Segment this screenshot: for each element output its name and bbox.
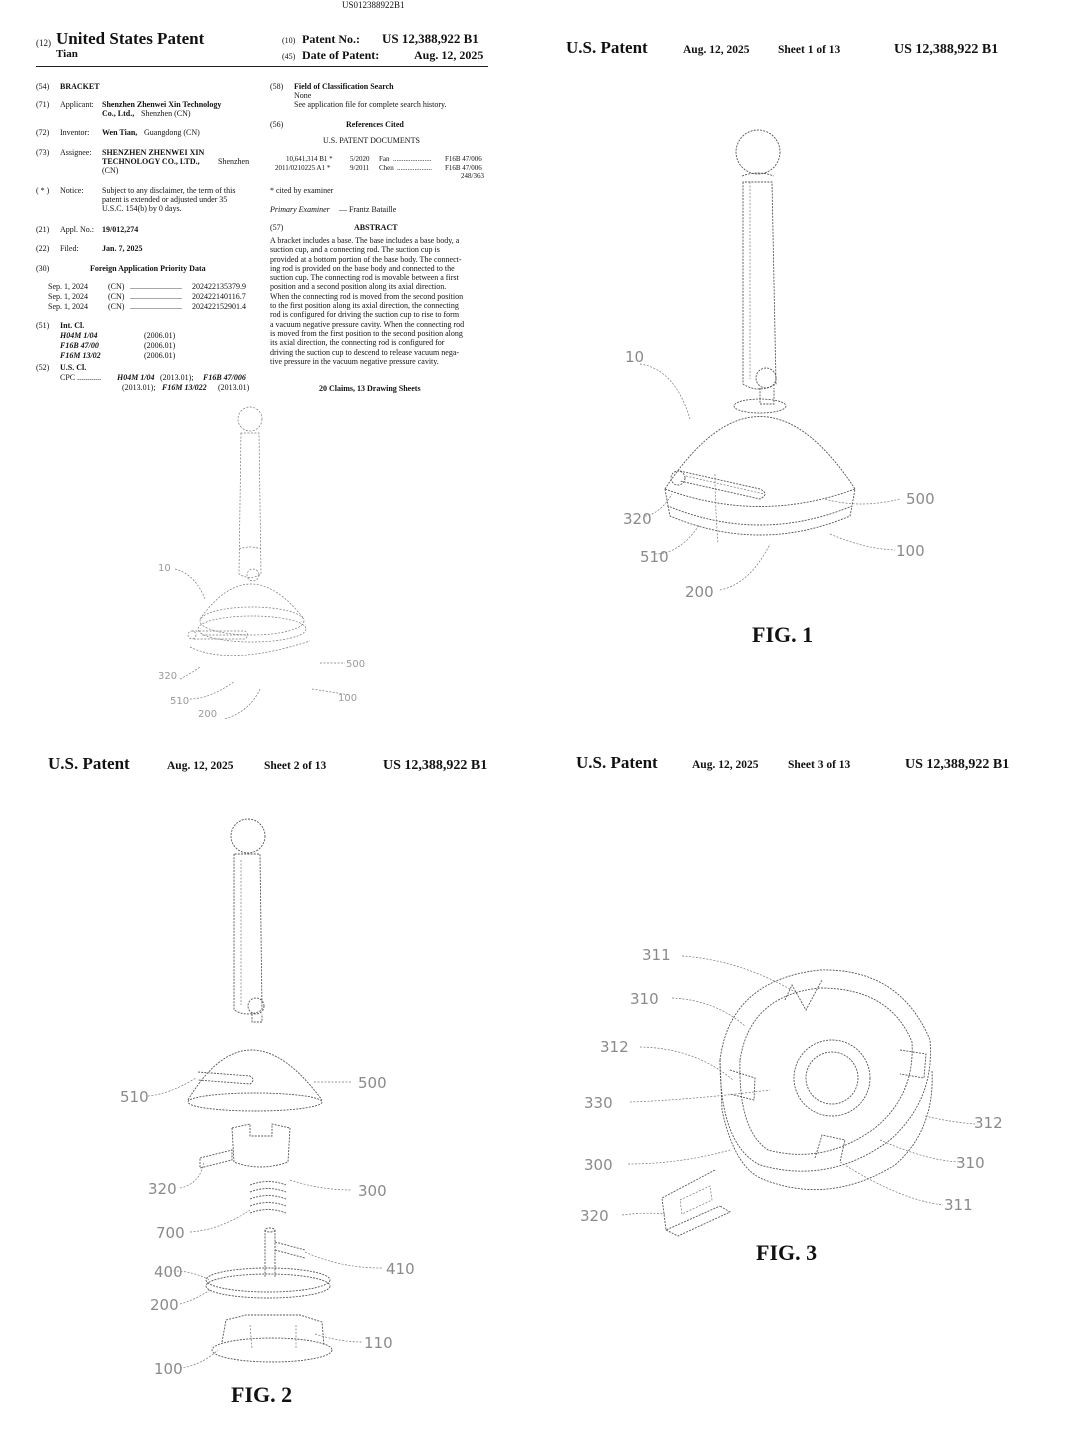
cpc-class: F16B 47/006 <box>203 373 246 382</box>
ref-label-320: 320 <box>580 1207 609 1225</box>
leader-lines <box>640 364 900 590</box>
search-field-text: See application file for complete search history. <box>294 100 447 109</box>
notice-text: patent is extended or adjusted under 35 <box>102 195 228 204</box>
ref-name: Fan <box>379 155 390 163</box>
notice-text: Subject to any disclaimer, the term of this <box>102 186 236 195</box>
leader-dots: ...................... <box>393 155 432 163</box>
field-code: (72) <box>36 128 50 137</box>
abstract-line: to the first position along its axial direction, the connecting <box>270 301 459 311</box>
field-code: (56) <box>270 120 284 129</box>
patent-title-header: United States Patent <box>56 29 205 48</box>
assignee-name-cont: TECHNOLOGY CO., LTD., <box>102 157 200 166</box>
patent-number: US 12,388,922 B1 <box>905 757 1010 772</box>
priority-date: Sep. 1, 2024 <box>48 302 88 311</box>
ref-label-200: 200 <box>685 583 714 601</box>
assignee-country: (CN) <box>102 166 119 175</box>
header-rule <box>36 66 488 67</box>
ref-number: 10,641,314 B1 * <box>286 155 333 163</box>
abstract-line: ing rod is provided on the base body and connected to the <box>270 263 455 273</box>
ref-label-700: 700 <box>156 1224 185 1242</box>
priority-country: (CN) <box>108 302 125 311</box>
front-page <box>0 14 530 734</box>
ref-label-500: 500 <box>906 490 935 508</box>
ref-number: 2011/0210225 A1 * <box>275 164 331 172</box>
abstract-line: suction cup. The connecting rod is movable between a first <box>270 273 459 283</box>
appl-no: 19/012,274 <box>102 225 139 234</box>
field-code: (51) <box>36 321 50 330</box>
int-cl-title: Int. Cl. <box>60 321 85 330</box>
ref-label-400: 400 <box>154 1263 183 1281</box>
inventor-location: Guangdong (CN) <box>144 128 200 137</box>
leader-lines <box>622 956 975 1215</box>
date-label: Date of Patent: <box>302 48 380 62</box>
sheet-1 <box>540 14 1080 734</box>
abstract-line: is moved from the first position to the second position along <box>270 328 463 338</box>
ref-date: 9/2011 <box>350 164 370 172</box>
field-code: ( * ) <box>36 186 50 195</box>
ref-label-200: 200 <box>150 1296 179 1314</box>
sheet-date: Aug. 12, 2025 <box>167 760 234 772</box>
assignee-location: Shenzhen <box>218 157 250 166</box>
filed-date: Jan. 7, 2025 <box>102 244 143 253</box>
int-cl-version: (2006.01) <box>144 351 176 360</box>
sheet-header <box>576 753 1046 773</box>
references-title: References Cited <box>346 120 404 129</box>
ref-label-100: 100 <box>154 1360 183 1378</box>
applicant-location: Shenzhen (CN) <box>141 109 191 118</box>
priority-date: Sep. 1, 2024 <box>48 282 88 291</box>
sheet-number: Sheet 2 of 13 <box>264 760 327 772</box>
priority-date: Sep. 1, 2024 <box>48 292 88 301</box>
applicant-name: Shenzhen Zhenwei Xin Technology <box>102 100 222 109</box>
ref-label-100: 100 <box>896 542 925 560</box>
ref-label-320: 320 <box>158 671 178 682</box>
assignee-name: SHENZHEN ZHENWEI XIN <box>102 148 205 157</box>
sheet-date: Aug. 12, 2025 <box>683 44 750 56</box>
priority-country: (CN) <box>108 292 125 301</box>
appl-no-label: Appl. No.: <box>60 225 94 234</box>
sheet-2 <box>0 740 540 1440</box>
leader-lines <box>175 569 350 719</box>
cpc-version: (2013.01) <box>218 383 250 392</box>
figure-label: FIG. 2 <box>231 1382 293 1407</box>
inventor-surname: Tian <box>56 48 78 60</box>
priority-country: (CN) <box>108 282 125 291</box>
abstract-title: ABSTRACT <box>354 223 398 232</box>
front-page-drawing <box>150 399 380 719</box>
field-code: (58) <box>270 82 284 91</box>
search-field-title: Field of Classification Search <box>294 82 394 91</box>
field-code: (57) <box>270 223 284 232</box>
notice-text: U.S.C. 154(b) by 0 days. <box>102 204 182 213</box>
patent-number: US 12,388,922 B1 <box>894 42 999 57</box>
abstract-line: suction cup, and a connecting rod. The suction cup is <box>270 245 440 255</box>
field-code: (54) <box>36 82 50 91</box>
ref-label-310-upper: 310 <box>630 990 659 1008</box>
ref-label-311-upper: 311 <box>642 946 671 964</box>
patent-no: US 12,388,922 B1 <box>382 31 479 46</box>
ref-label-510: 510 <box>170 696 190 707</box>
int-cl-class: H04M 1/04 <box>60 331 98 340</box>
priority-number: 202422152901.4 <box>192 302 246 311</box>
ref-label-300: 300 <box>584 1156 613 1174</box>
int-cl-class: F16M 13/02 <box>60 351 101 360</box>
ref-label-320: 320 <box>148 1180 177 1198</box>
ref-label-500: 500 <box>346 659 366 670</box>
ref-label-312-right: 312 <box>974 1114 1003 1132</box>
int-cl-version: (2006.01) <box>144 341 176 350</box>
cited-by-examiner: * cited by examiner <box>270 186 334 195</box>
patent-number: US 12,388,922 B1 <box>383 758 488 773</box>
priority-title: Foreign Application Priority Data <box>90 264 206 273</box>
agency-name: U.S. Patent <box>576 753 658 772</box>
cpc-version: (2013.01); <box>122 383 156 392</box>
leader-dots: .................... <box>397 164 432 172</box>
fig1-drawing <box>610 114 1010 614</box>
ref-label-510: 510 <box>120 1088 149 1106</box>
agency-name: U.S. Patent <box>566 38 648 57</box>
abstract-line: When the connecting rod is moved from the second position <box>270 291 464 301</box>
filed-label: Filed: <box>60 244 79 253</box>
ref-label-10: 10 <box>625 348 645 366</box>
int-cl-version: (2006.01) <box>144 331 176 340</box>
abstract-text <box>270 236 488 366</box>
leader-dots: .......................... <box>130 292 182 301</box>
int-cl-class: F16B 47/00 <box>60 341 99 350</box>
examiner-label: Primary Examiner <box>270 205 330 214</box>
figure-label: FIG. 1 <box>752 622 814 647</box>
us-docs-title: U.S. PATENT DOCUMENTS <box>323 136 420 145</box>
ref-class-extra: 248/363 <box>461 172 484 180</box>
examiner-name: — Frantz Bataille <box>339 205 397 214</box>
abstract-line: a vacuum negative pressure cavity. When the connecting rod <box>270 319 465 329</box>
abstract-line: A bracket includes a base. The base includes a base body, a <box>270 236 460 245</box>
ref-label-110: 110 <box>364 1334 393 1352</box>
field-code: (22) <box>36 244 50 253</box>
cpc-label: CPC ............ <box>60 373 102 382</box>
applicant-name-cont: Co., Ltd., <box>102 109 135 118</box>
inventor-label: Inventor: <box>60 128 90 137</box>
assignee-label: Assignee: <box>60 148 92 157</box>
bracket-drawing <box>188 407 310 656</box>
sheet-header <box>48 754 508 774</box>
ref-label-500: 500 <box>358 1074 387 1092</box>
abstract-line: driving the suction cup to descend to release vacuum nega- <box>270 347 460 357</box>
sheet-number: Sheet 3 of 13 <box>788 759 851 771</box>
abstract-line: its axial direction, the connecting rod is configured for <box>270 338 445 348</box>
ref-label-410: 410 <box>386 1260 415 1278</box>
inventor-name: Wen Tian, <box>102 128 138 137</box>
bracket-drawing <box>665 130 855 544</box>
figure-label: FIG. 3 <box>756 1240 818 1265</box>
sheet-date: Aug. 12, 2025 <box>692 759 759 771</box>
us-cl-title: U.S. Cl. <box>60 363 87 372</box>
search-field-text: None <box>294 91 312 100</box>
document-number: US012388922B1 <box>342 0 405 10</box>
bracket-exploded <box>188 819 332 1362</box>
priority-number: 202422140116.7 <box>192 292 246 301</box>
ref-label-310-lower: 310 <box>956 1154 985 1172</box>
abstract-line: position and a second position along its axial direction. <box>270 282 447 292</box>
field-code: (30) <box>36 264 50 273</box>
field-code: (21) <box>36 225 50 234</box>
ref-class: F16B 47/006 <box>445 164 482 172</box>
date-code: (45) <box>282 52 296 61</box>
applicant-label: Applicant: <box>60 100 94 109</box>
field-code: (73) <box>36 148 50 157</box>
ref-class: F16B 47/006 <box>445 155 482 163</box>
ref-label-100: 100 <box>338 693 358 704</box>
notice-label: Notice: <box>60 186 84 195</box>
date-of-patent: Aug. 12, 2025 <box>414 48 484 62</box>
abstract-line: rod is configured for driving the suction cup to rise to form <box>270 310 460 320</box>
leader-dots: .......................... <box>130 282 182 291</box>
kind-code: (12) <box>36 38 51 48</box>
abstract-line: tive pressure in the vacuum negative pressure cavity. <box>270 356 439 366</box>
cpc-class: F16M 13/022 <box>162 383 207 392</box>
priority-number: 202422135379.9 <box>192 282 246 291</box>
ref-name: Chen <box>379 164 394 172</box>
leader-lines <box>148 1078 382 1368</box>
ref-label-312-left: 312 <box>600 1038 629 1056</box>
patent-no-code: (10) <box>282 36 296 45</box>
cpc-version: (2013.01); <box>160 373 194 382</box>
ref-label-10: 10 <box>158 563 171 574</box>
ref-label-320: 320 <box>623 510 652 528</box>
patent-no-label: Patent No.: <box>302 32 360 46</box>
cpc-class: H04M 1/04 <box>117 373 155 382</box>
ref-label-300: 300 <box>358 1182 387 1200</box>
fig3-drawing <box>570 930 1040 1240</box>
ref-label-200: 200 <box>198 709 218 719</box>
ref-label-311-lower: 311 <box>944 1196 973 1214</box>
ref-label-510: 510 <box>640 548 669 566</box>
sheet-number: Sheet 1 of 13 <box>778 44 841 56</box>
ref-label-330: 330 <box>584 1094 613 1112</box>
sheet-header <box>566 38 1026 58</box>
cam-ring-drawing <box>662 970 932 1236</box>
invention-title: BRACKET <box>60 82 100 91</box>
fig2-drawing <box>100 810 440 1390</box>
sheet-3 <box>540 740 1080 1440</box>
leader-dots: .......................... <box>130 302 182 311</box>
agency-name: U.S. Patent <box>48 754 130 773</box>
field-code: (52) <box>36 363 50 372</box>
field-code: (71) <box>36 100 50 109</box>
ref-date: 5/2020 <box>350 155 370 163</box>
claims-count: 20 Claims, 13 Drawing Sheets <box>319 384 421 393</box>
abstract-line: provided at a bottom portion of the base body. The connect- <box>270 254 462 264</box>
